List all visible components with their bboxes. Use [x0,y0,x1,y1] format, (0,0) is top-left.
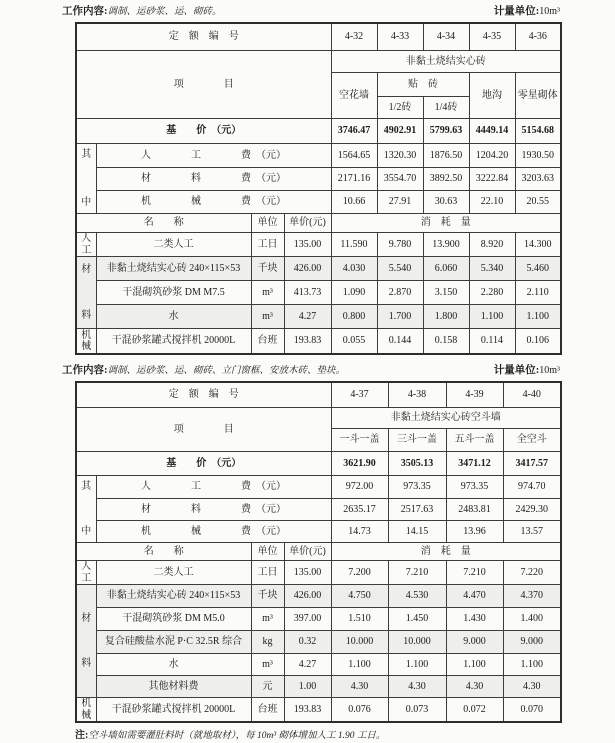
material-name: 干混砌筑砂浆 DM M5.0 [96,608,251,631]
fee-value: 1930.50 [515,144,561,168]
price-cell: 193.83 [284,329,331,355]
consumption-value: 1.510 [331,608,388,631]
group-header: 非黏土烧结实心砖 [331,51,561,73]
consumption-value: 4.370 [503,585,561,608]
consumption-value: 0.073 [388,698,446,723]
fee-label: 材 料 费 （元） [96,499,331,521]
footnote [75,729,573,743]
unit-cell: 工日 [251,233,284,257]
consumption-value: 2.110 [515,281,561,305]
section1-header [62,5,560,19]
material-name: 干混砂浆罐式搅拌机 20000L [96,329,251,355]
unit-cell: kg [251,631,284,654]
consumption-value: 7.210 [388,561,446,585]
category-material: 材 料 [76,257,96,329]
fee-value: 14.15 [388,521,446,543]
col-header: 空花墙 [331,73,377,119]
fee-value: 1204.20 [469,144,515,168]
consumption-value: 8.920 [469,233,515,257]
quota-code: 4-40 [503,382,561,408]
consumption-value: 0.158 [423,329,469,355]
consumption-value: 1.800 [423,305,469,329]
consumption-value: 7.220 [503,561,561,585]
price-cell: 413.73 [284,281,331,305]
col-header: 全空斗 [503,429,561,452]
section2-header [62,364,560,378]
measure-unit-1 [494,5,560,18]
fee-value: 3554.70 [377,168,423,191]
quota-table-2 [75,381,562,723]
work-content-label-1: 工作内容: [62,6,108,17]
measure-unit-label-2: 计量单位: [493,365,540,376]
consumption-value: 0.070 [503,698,561,723]
price-cell: 193.83 [284,698,331,723]
work-content-text-2: 调制、运砂浆、运、砌砖、立门窗框、安放木砖、垫块。 [107,366,346,376]
fee-label: 人 工 费 （元） [96,144,331,168]
col-subheader: 1/2砖 [377,97,423,119]
consumption-value: 13.900 [423,233,469,257]
fee-value: 2483.81 [446,499,503,521]
fee-value: 974.70 [503,476,561,499]
measure-unit-label-1: 计量单位: [493,6,540,17]
unit-cell: 台班 [251,698,284,723]
consumption-value: 2.870 [377,281,423,305]
consumption-header: 消 耗 量 [331,214,561,233]
detail-unit-header: 单位 [251,214,284,233]
consumption-value: 14.300 [515,233,561,257]
material-name: 二类人工 [96,233,251,257]
consumption-header: 消 耗 量 [331,543,561,561]
quota-code: 4-33 [377,23,423,51]
fee-value: 973.35 [446,476,503,499]
consumption-value: 2.280 [469,281,515,305]
detail-name-header: 名 称 [76,543,251,561]
fee-value: 3203.63 [515,168,561,191]
price-cell: 135.00 [284,233,331,257]
consumption-value: 5.340 [469,257,515,281]
work-content-text-1: 调制、运砂浆、运、砌砖。 [107,7,222,17]
detail-unit-header: 单位 [251,543,284,561]
item-label: 项 目 [76,408,331,452]
base-price-value: 5154.68 [515,119,561,144]
detail-name-header: 名 称 [76,214,251,233]
consumption-value: 4.30 [446,676,503,698]
work-content-2 [62,364,345,378]
measure-unit-2 [494,364,560,377]
col-header: 地沟 [469,73,515,119]
quota-code: 4-37 [331,382,388,408]
consumption-value: 1.100 [388,654,446,676]
material-name: 二类人工 [96,561,251,585]
consumption-value: 0.076 [331,698,388,723]
fee-value: 2171.16 [331,168,377,191]
category-labor: 人工 [76,561,96,585]
consumption-value: 7.200 [331,561,388,585]
fee-label: 人 工 费 （元） [96,476,331,499]
base-price-value: 3505.13 [388,452,446,476]
consumption-value: 4.030 [331,257,377,281]
measure-unit-value-1: 10m³ [539,6,560,17]
quota-no-label: 定 额 编 号 [76,23,331,51]
base-price-value: 3417.57 [503,452,561,476]
unit-cell: 工日 [251,561,284,585]
material-name: 非黏土烧结实心砖 240×115×53 [96,257,251,281]
consumption-value: 4.30 [388,676,446,698]
detail-price-header: 单价(元) [284,543,331,561]
price-cell: 0.32 [284,631,331,654]
fee-value: 2517.63 [388,499,446,521]
fee-value: 14.73 [331,521,388,543]
col-header: 零星砌体 [515,73,561,119]
consumption-value: 0.055 [331,329,377,355]
consumption-value: 1.700 [377,305,423,329]
consumption-value: 6.060 [423,257,469,281]
price-cell: 4.27 [284,305,331,329]
fee-value: 10.66 [331,191,377,214]
footnote-label: 注: [75,730,89,741]
price-cell: 397.00 [284,608,331,631]
fee-label: 机 械 费 （元） [96,521,331,543]
item-label: 项 目 [76,51,331,119]
fee-value: 27.91 [377,191,423,214]
consumption-value: 0.114 [469,329,515,355]
consumption-value: 11.590 [331,233,377,257]
material-name: 复合硅酸盐水泥 P·C 32.5R 综合 [96,631,251,654]
unit-cell: 千块 [251,585,284,608]
unit-cell: m³ [251,654,284,676]
consumption-value: 1.450 [388,608,446,631]
base-price-label: 基 价 （元） [76,119,331,144]
consumption-value: 0.072 [446,698,503,723]
fee-value: 1564.65 [331,144,377,168]
consumption-value: 1.100 [515,305,561,329]
fee-value: 1320.30 [377,144,423,168]
col-header: 一斗一盖 [331,429,388,452]
fee-label: 机 械 费 （元） [96,191,331,214]
consumption-value: 1.100 [469,305,515,329]
base-price-value: 3621.90 [331,452,388,476]
detail-price-header: 单价(元) [284,214,331,233]
col-header: 五斗一盖 [446,429,503,452]
base-price-value: 3471.12 [446,452,503,476]
fee-label: 材 料 费 （元） [96,168,331,191]
consumption-value: 1.090 [331,281,377,305]
base-price-value: 4449.14 [469,119,515,144]
category-labor: 人工 [76,233,96,257]
consumption-value: 4.530 [388,585,446,608]
base-price-value: 3746.47 [331,119,377,144]
price-cell: 1.00 [284,676,331,698]
price-cell: 426.00 [284,257,331,281]
fee-value: 2635.17 [331,499,388,521]
consumption-value: 1.100 [503,654,561,676]
consumption-value: 1.100 [446,654,503,676]
quota-no-label: 定 额 编 号 [76,382,331,408]
consumption-value: 10.000 [388,631,446,654]
quota-code: 4-34 [423,23,469,51]
fee-value: 13.57 [503,521,561,543]
fee-value: 2429.30 [503,499,561,521]
quota-code: 4-38 [388,382,446,408]
fee-value: 20.55 [515,191,561,214]
material-name: 干混砂浆罐式搅拌机 20000L [96,698,251,723]
consumption-value: 9.780 [377,233,423,257]
unit-cell: m³ [251,305,284,329]
unit-cell: 元 [251,676,284,698]
consumption-value: 0.106 [515,329,561,355]
consumption-value: 5.540 [377,257,423,281]
unit-cell: m³ [251,281,284,305]
work-content-1 [62,5,222,19]
quota-code: 4-32 [331,23,377,51]
unit-cell: m³ [251,608,284,631]
consumption-value: 0.144 [377,329,423,355]
price-cell: 135.00 [284,561,331,585]
work-content-label-2: 工作内容: [62,365,108,376]
col-header: 贴 砖 [377,73,469,97]
measure-unit-value-2: 10m³ [539,365,560,376]
consumption-value: 9.000 [446,631,503,654]
fee-value: 972.00 [331,476,388,499]
consumption-value: 1.430 [446,608,503,631]
consumption-value: 10.000 [331,631,388,654]
consumption-value: 0.800 [331,305,377,329]
fee-value: 3222.84 [469,168,515,191]
group-header: 非黏土烧结实心砖空斗墙 [331,408,561,429]
fee-value: 3892.50 [423,168,469,191]
unit-cell: 台班 [251,329,284,355]
category-machine: 机械 [76,329,96,355]
col-subheader: 1/4砖 [423,97,469,119]
footnote-text: 空斗墙如需要灌肚料时（就地取材），每 10m³ 砌体增加人工 1.90 工日。 [88,731,386,741]
material-name: 非黏土烧结实心砖 240×115×53 [96,585,251,608]
material-name: 其他材料费 [96,676,251,698]
quota-code: 4-35 [469,23,515,51]
base-price-value: 5799.63 [423,119,469,144]
price-cell: 4.27 [284,654,331,676]
quota-code: 4-36 [515,23,561,51]
fee-value: 1876.50 [423,144,469,168]
col-header: 三斗一盖 [388,429,446,452]
fee-value: 13.96 [446,521,503,543]
consumption-value: 5.460 [515,257,561,281]
consumption-value: 4.470 [446,585,503,608]
consumption-value: 7.210 [446,561,503,585]
among-which-label: 其 中 [76,144,96,214]
material-name: 水 [96,654,251,676]
quota-table-1 [75,22,562,355]
fee-value: 30.63 [423,191,469,214]
price-cell: 426.00 [284,585,331,608]
consumption-value: 4.30 [503,676,561,698]
consumption-value: 3.150 [423,281,469,305]
consumption-value: 4.30 [331,676,388,698]
among-which-label: 其 中 [76,476,96,543]
material-name: 干混砌筑砂浆 DM M7.5 [96,281,251,305]
consumption-value: 4.750 [331,585,388,608]
quota-code: 4-39 [446,382,503,408]
material-name: 水 [96,305,251,329]
category-machine: 机械 [76,698,96,723]
unit-cell: 千块 [251,257,284,281]
category-material: 材 料 [76,585,96,698]
fee-value: 973.35 [388,476,446,499]
consumption-value: 9.000 [503,631,561,654]
base-price-label: 基 价 （元） [76,452,331,476]
base-price-value: 4902.91 [377,119,423,144]
consumption-value: 1.400 [503,608,561,631]
fee-value: 22.10 [469,191,515,214]
consumption-value: 1.100 [331,654,388,676]
